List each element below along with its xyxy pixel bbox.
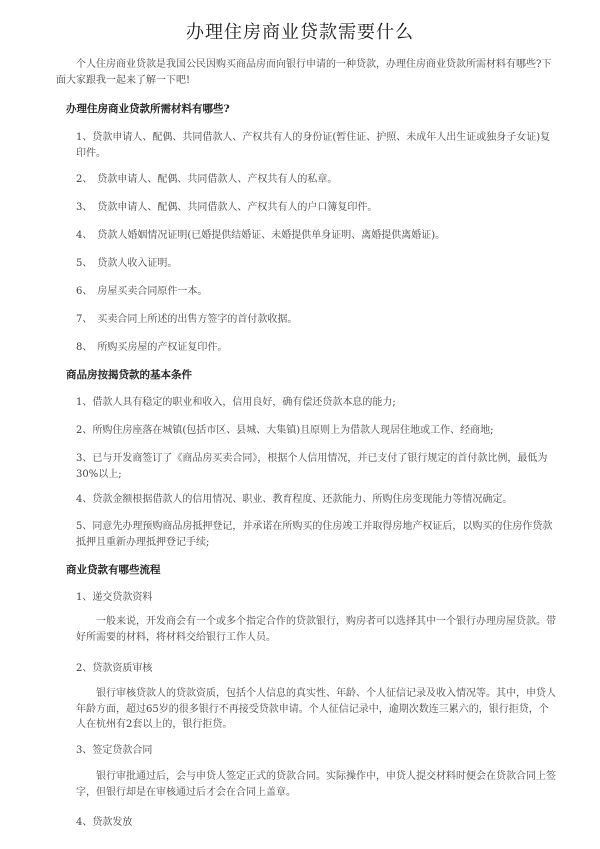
list-item: 1、借款人具有稳定的职业和收入，信用良好，确有偿还贷款本息的能力; — [76, 397, 396, 408]
step-text: 一般来说，开发商会有一个或多个指定合作的贷款银行，购房者可以选择其中一个银行办理房屋贷款。带好所需要的材料，将材料交给银行工作人员。 — [76, 616, 556, 643]
step-text: 银行审核贷款人的贷款资质，包括个人信息的真实性、年龄、个人征信记录及收入情况等。其中，申贷人年龄方面，超过65岁的很多银行不再接受贷款申请。个人征信记录中，逾期次数连三累六的，银行拒贷，个人在杭州有2套以上的，银行拒贷。 — [76, 688, 556, 730]
step-label: 2、贷款资质审核 — [76, 663, 153, 674]
section-heading-conditions: 商品房按揭贷款的基本条件 — [66, 369, 192, 381]
list-item: 6、 房屋买卖合同原件一本。 — [76, 286, 208, 297]
step-label: 4、贷款发放 — [76, 817, 133, 828]
list-item: 4、贷款金额根据借款人的信用情况、职业、教育程度、还款能力、所购住房变现能力等情况确定。 — [76, 494, 513, 505]
list-item: 3、 贷款申请人、配偶、共同借款人、产权共有人的户口簿复印件。 — [76, 202, 378, 213]
step-label: 3、签定贷款合同 — [76, 745, 153, 756]
list-item: 7、 买卖合同上所述的出售方签字的首付款收据。 — [76, 314, 298, 325]
section-heading-materials: 办理住房商业贷款所需材料有哪些? — [66, 103, 230, 115]
list-item: 2、所购住房座落在城镇(包括市区、县城、大集镇)且原则上为借款人现居住地或工作、经商地; — [76, 425, 494, 436]
section-heading-process: 商业贷款有哪些流程 — [66, 564, 161, 576]
list-item: 2、 贷款申请人、配偶、共同借款人、产权共有人的私章。 — [76, 174, 338, 185]
list-item: 1、贷款申请人、配偶、共同借款人、产权共有人的身份证(暂住证、护照、未成年人出生证或独身子女证)复印件。 — [76, 132, 551, 159]
list-item: 4、 贷款人婚姻情况证明(已婚提供结婚证、未婚提供单身证明、离婚提供离婚证)。 — [76, 230, 446, 241]
step-label: 1、递交贷款资料 — [76, 592, 153, 603]
list-item: 3、已与开发商签订了《商品房买卖合同》，根据个人信用情况，并已支付了银行规定的首付款比例，最低为30%以上; — [76, 453, 548, 480]
intro-paragraph: 个人住房商业贷款是我国公民因购买商品房而向银行申请的一种贷款，办理住房商业贷款所需材料有哪些?下面大家跟我一起来了解一下吧! — [56, 59, 552, 86]
page-title: 办理住房商业贷款需要什么 — [186, 22, 414, 43]
step-text: 银行审批通过后，会与申贷人签定正式的贷款合同。实际操作中，申贷人提交材料时便会在贷款合同上签字，但银行却是在审核通过后才会在合同上盖章。 — [76, 771, 556, 798]
list-item: 5、同意先办理预购商品房抵押登记，并承诺在所购买的住房竣工并取得房地产权证后，以购买的住房作贷款抵押且重新办理抵押登记手续; — [76, 521, 553, 548]
list-item: 5、 贷款人收入证明。 — [76, 258, 178, 269]
list-item: 8、 所购买房屋的产权证复印件。 — [76, 342, 228, 353]
